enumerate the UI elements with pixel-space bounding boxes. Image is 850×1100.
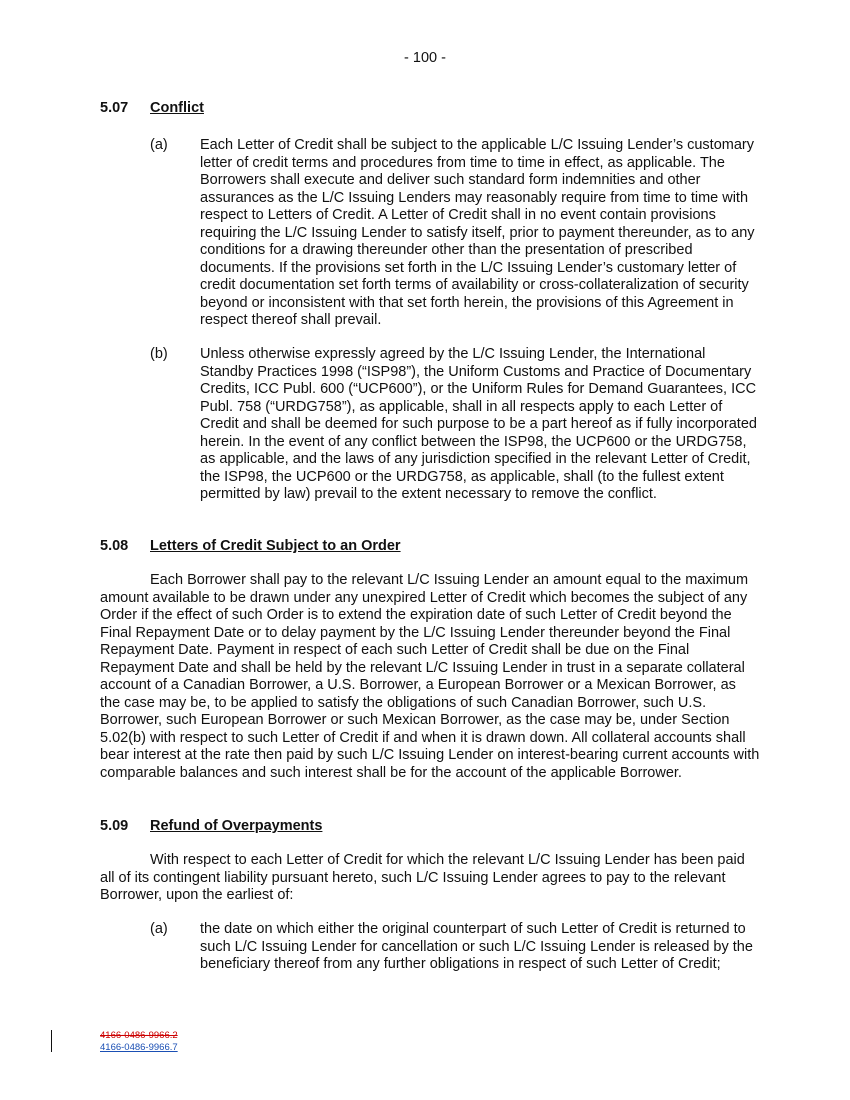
body-paragraph: With respect to each Letter of Credit for which the relevant L/C Issuing Lender has been paid all of its contingent liability pursuant hereto, such L/C Issuing Lender agrees to pay to the relevant Borrower, upon the earliest of: — [100, 852, 745, 903]
body-paragraph: Each Borrower shall pay to the relevant L/C Issuing Lender an amount equal to the maximum amount available to be drawn under any unexpired Letter of Credit which becomes the subject of any Order if the effect of such Order is to extend the expiration date of such Letter of Credit beyond the Final Repayment Date or to delay payment by the L/C Issuing Lender thereunder beyond the Final Repayment Date. Payment in respect of each such Letter of Credit shall be due on the Final Repayment Date and shall be held by the relevant L/C Issuing Lender in trust in a separate collateral account of a Canadian Borrower, a U.S. Borrower, a European Borrower or a Mexican Borrower, as the case may be, to be applied to satisfy the obligations of such Canadian Borrower, such U.S. Borrower, such European Borrower or such Mexican Borrower, as the case may be, under Section 5.02(b) with respect to such Letter of Credit if and when it is drawn down. All collateral accounts shall bear interest at the rate then paid by such L/C Issuing Lender on interest-bearing current accounts with comparable balances and such interest shall be for the account of the applicable Borrower. — [100, 572, 760, 781]
section-heading-5-09 — [100, 818, 322, 834]
item-text: the date on which either the original counterpart of such Letter of Credit is returned to such L/C Issuing Lender for cancellation or such L/C Issuing Lender is released by the beneficiary thereof from any further obligations in respect of such Letter of Credit; — [200, 921, 753, 972]
section-number: 5.08 — [100, 538, 129, 554]
item-label: (b) — [150, 346, 168, 362]
section-heading-5-07 — [100, 100, 204, 116]
section-number: 5.09 — [100, 818, 129, 834]
list-item — [150, 137, 760, 330]
document-id-inserted: 4166-0486-9966.7 — [100, 1042, 178, 1053]
document-id-deleted: 4166-0486-9966.2 — [100, 1030, 178, 1041]
section-number: 5.07 — [100, 100, 129, 116]
page-number: - 100 - — [404, 50, 446, 66]
section-title: Refund of Overpayments — [150, 818, 323, 834]
list-item — [150, 921, 760, 974]
document-ids — [100, 1030, 178, 1054]
item-text: Unless otherwise expressly agreed by the L/C Issuing Lender, the International Standby Practices 1998 (“ISP98”), the Uniform Customs and Practice of Documentary Credits, ICC Publ. 600 (“UCP600”), or the Uniform Rules for Demand Guarantees, ICC Publ. 758 (“URDG758”), as applicable, shall in all respects apply to each Letter of Credit and shall be deemed for such purpose to be a part hereof as if fully incorporated herein. In the event of any conflict between the ISP98, the UCP600 or the URDG758, as applicable, and the laws of any jurisdiction specified in the relevant Letter of Credit, the ISP98, the UCP600 or the URDG758, as applicable, shall (to the fullest extent permitted by law) prevail to the extent necessary to remove the conflict. — [200, 346, 757, 502]
section-title: Letters of Credit Subject to an Order — [150, 538, 401, 554]
list-item — [150, 346, 760, 504]
change-bar — [51, 1030, 52, 1052]
item-label: (a) — [150, 137, 168, 153]
section-title: Conflict — [150, 100, 204, 116]
item-label: (a) — [150, 921, 168, 937]
section-heading-5-08 — [100, 538, 401, 554]
item-text: Each Letter of Credit shall be subject to the applicable L/C Issuing Lender’s customary letter of credit terms and procedures from time to time in effect, as applicable. The Borrowers shall execute and deliver such standard form indemnities and other assurances as the L/C Issuing Lenders may reasonably require from time to time with respect to Letters of Credit. A Letter of Credit shall in no event contain provisions requiring the L/C Issuing Lender to satisfy itself, prior to payment thereunder, as to any conditions for a drawing thereunder other than the presentation of prescribed documents. If the provisions set forth in the L/C Issuing Lender’s customary letter of credit documentation set forth terms of availability or cross-collateralization of security beyond or inconsistent with that set forth herein, the provisions of this Agreement in respect thereof shall prevail. — [200, 137, 755, 328]
